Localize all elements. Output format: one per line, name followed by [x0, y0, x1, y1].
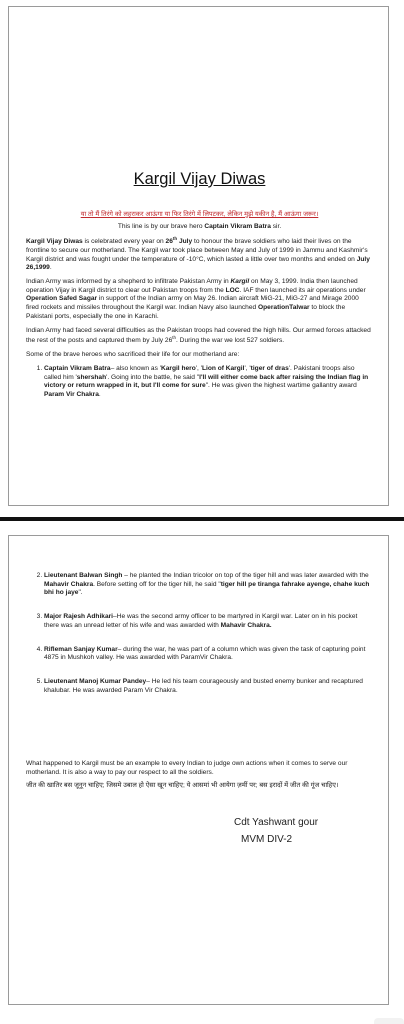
- heroes-list-1: [26, 365, 371, 400]
- heroes-list-2: [26, 572, 371, 695]
- signature-name: Cdt Yashwant gour: [234, 817, 319, 828]
- paragraph-heroes-intro: Some of the brave heroes who sacrificed their life for our motherland are:: [26, 351, 240, 359]
- document-page-1: [8, 6, 389, 506]
- paragraph-operations: Indian Army was informed by a shepherd to infiltrate Pakistan Army in Kargil on May 3, 1999. India then launched operation Vijay in Kargil district to clear out Pakistan troops from the LOC. IAF then launched its air operations under Operation Safed Sagar in support of the Indian army on May 26. Indian aircraft MiG-21, MiG-27 and Mirage 2000 fired rockets and missiles throughout the Kargil war. Indian Navy also launched OperationTalwar to block the Pakistani ports, especially the one in Karachi.: [26, 278, 366, 320]
- document-page-2: [8, 535, 389, 1005]
- list-item: 2. Lieutenant Balwan Singh – he planted the Indian tricolor on top of the tiger hill and was later awarded with the Mahavir Chakra. Before setting off for the tiger hill, he said "tiger hill pe tiranga fahrake ayenge, chahe kuch bhi ho jaye".: [44, 572, 371, 598]
- page-divider: [0, 517, 404, 521]
- corner-handle: [374, 1018, 404, 1024]
- list-item: 1. Captain Vikram Batra– also known as 'Kargil hero', 'Lion of Kargil', 'tiger of dras'. Pakistani troops also called him 'shershah'. Going into the battle, he said "I'll will either come back after raising the Indian flag in victory or return wrapped in it, but I'll come for sure". He was given the highest wartime gallantry award Param Vir Chakra.: [44, 365, 371, 400]
- list-item: 4. Rifleman Sanjay Kumar– during the war, he was part of a column which was given the task of capturing point 4875 in Mushkoh valley. He was awarded with ParamVir Chakra.: [44, 646, 371, 663]
- body-text-page-1: [26, 236, 371, 400]
- closing-text: [26, 760, 371, 796]
- page-title: Kargil Vijay Diwas: [133, 170, 266, 188]
- signature-division: MVM DIV-2: [241, 834, 293, 845]
- paragraph-intro: Kargil Vijay Diwas is celebrated every year on 26th July to honour the brave soldiers who laid their lives on the frontline to secure our motherland. The Kargil war took place between May and July of 1999 in Jammu and Kashmir's Kargil district and was fought under the temperature of -10°C, which lasted a little over two months and ended on July 26,1999.: [26, 236, 370, 272]
- closing-paragraph: What happened to Kargil must be an example to every Indian to judge own actions when it comes to serve our motherland. It is also a way to pay our respect to all the soldiers.: [26, 760, 348, 776]
- body-text-page-2: [26, 572, 371, 710]
- intro-line: This line is by our brave hero Captain Vikram Batra sir.: [117, 223, 282, 230]
- hindi-quote: या तो मैं तिरंगे को लहराकर आऊंगा या फिर तिरंगे में लिपटकर, लेकिन मुझे यकीन है, मैं आऊंगा जरूर।: [80, 211, 319, 218]
- list-item: 5. Lieutenant Manoj Kumar Pandey– He led his team courageously and busted enemy bunker and recaptured khalubar. He was awarded Param Vir Chakra.: [44, 678, 371, 695]
- paragraph-difficulties: Indian Army had faced several difficulties as the Pakistan troops had covered the high hills. Our armed forces attacked the rest of the posts and captured them by July 26th. During the war we lost 527 soldiers.: [26, 326, 371, 345]
- hindi-closing: जीत की खातिर बस जूनून चाहिए; जिसमे उबाल हो ऐसा खून चाहिए; ये आसमां भी आयेगा ज़मीं पर; बस इरादों में जीत की गूंज चाहिए।: [26, 782, 339, 790]
- list-item: 3. Major Rajesh Adhikari–He was the second army officer to be martyred in Kargil war. Later on in his pocket there was an unread letter of his wife and was awarded with Mahavir Chakra.: [44, 613, 371, 630]
